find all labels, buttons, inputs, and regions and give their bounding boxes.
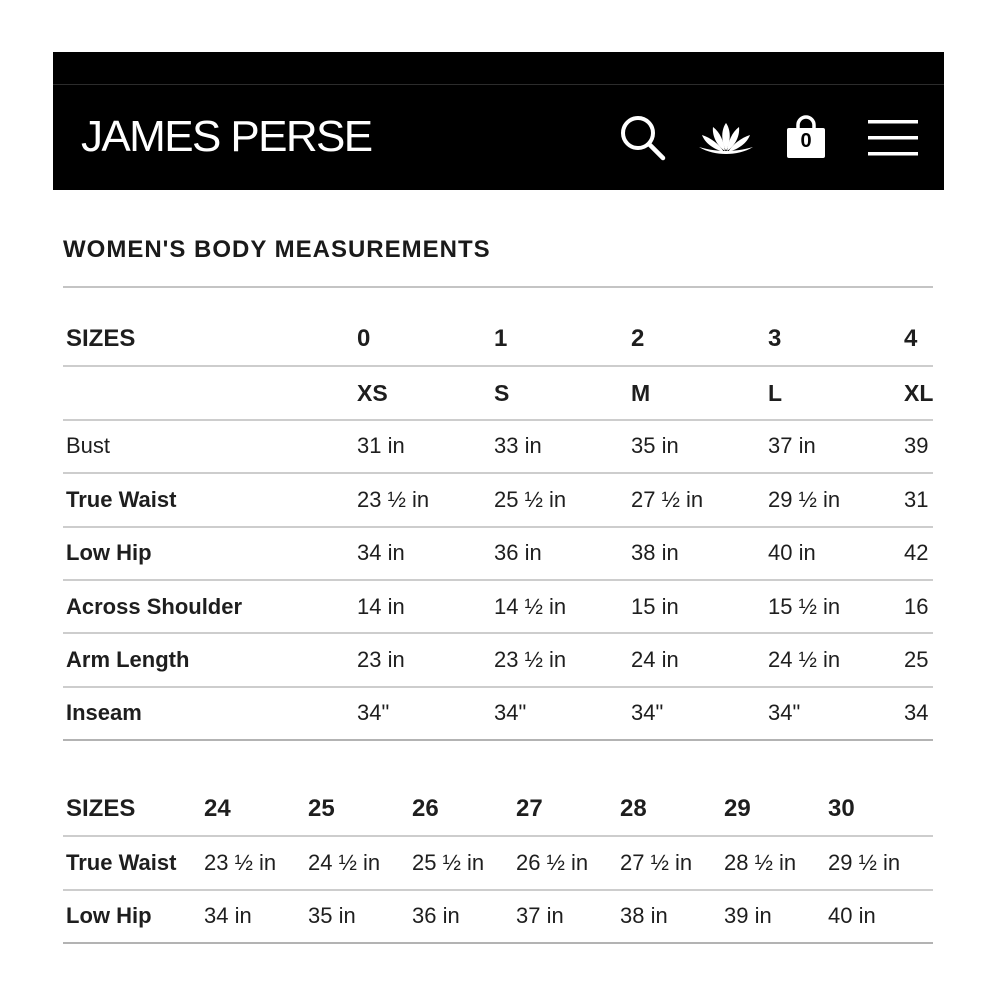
table-cell: 27 ½ in (616, 836, 720, 889)
table-cell: 25 ½ in (490, 473, 627, 526)
size-letter-2: M (627, 366, 764, 419)
table-cell: 15 in (627, 580, 764, 633)
search-icon[interactable] (619, 114, 667, 162)
table-cell: 27 ½ in (627, 473, 764, 526)
table-cell: 14 ½ in (490, 580, 627, 633)
size-number-24: 24 (200, 783, 304, 836)
status-bar (53, 52, 944, 85)
size-number-3: 3 (764, 313, 900, 366)
size-letter-3: L (764, 366, 900, 419)
table-cell: 15 ½ in (764, 580, 900, 633)
table-cell: 37 in (764, 420, 900, 473)
table-cell: 16 (900, 580, 933, 633)
table-cell: 38 in (627, 527, 764, 580)
size-number-27: 27 (512, 783, 616, 836)
row-label: True Waist (63, 473, 353, 526)
brand-logo[interactable]: JAMES PERSE (81, 112, 372, 161)
row-label: Inseam (63, 687, 353, 740)
table-cell: 37 in (512, 890, 616, 943)
table-cell: 35 in (304, 890, 408, 943)
page-title: WOMEN'S BODY MEASUREMENTS (63, 236, 491, 263)
table-row (63, 836, 933, 889)
size-number-row (63, 313, 933, 366)
table-cell: 23 ½ in (353, 473, 490, 526)
table-cell: 34" (764, 687, 900, 740)
table-cell: 35 in (627, 420, 764, 473)
table-cell: 42 (900, 527, 933, 580)
table-cell: 25 ½ in (408, 836, 512, 889)
size-number-26: 26 (408, 783, 512, 836)
row-label: Across Shoulder (63, 580, 353, 633)
table-cell: 31 in (353, 420, 490, 473)
size-number-30: 30 (824, 783, 933, 836)
size-letter-4: XL (900, 366, 933, 419)
row-label: Arm Length (63, 633, 353, 686)
table-cell: 33 in (490, 420, 627, 473)
row-label: True Waist (63, 836, 200, 889)
table-cell: 23 ½ in (490, 633, 627, 686)
size-number-row (63, 783, 933, 836)
table-cell: 23 ½ in (200, 836, 304, 889)
size-letter-row (63, 366, 933, 419)
table-row (63, 580, 933, 633)
table-row (63, 633, 933, 686)
size-number-4: 4 (900, 313, 933, 366)
size-number-25: 25 (304, 783, 408, 836)
table-cell: 34" (353, 687, 490, 740)
table-row (63, 473, 933, 526)
table-cell: 34" (490, 687, 627, 740)
table-cell: 29 ½ in (824, 836, 933, 889)
size-letter-1: S (490, 366, 627, 419)
table-cell: 34 (900, 687, 933, 740)
table-cell: 29 ½ in (764, 473, 900, 526)
table-cell: 24 ½ in (764, 633, 900, 686)
lotus-icon[interactable] (699, 121, 753, 155)
table-cell: 34 in (200, 890, 304, 943)
numeric-sizes-table (63, 783, 933, 944)
size-number-0: 0 (353, 313, 490, 366)
table-cell: 23 in (353, 633, 490, 686)
shopping-bag-icon[interactable] (786, 115, 826, 159)
row-label: Low Hip (63, 527, 353, 580)
size-number-28: 28 (616, 783, 720, 836)
body-measurements-table (63, 313, 933, 741)
table-row (63, 420, 933, 473)
table-cell: 31 (900, 473, 933, 526)
table-cell: 24 ½ in (304, 836, 408, 889)
row-label: Low Hip (63, 890, 200, 943)
row-label: Bust (63, 420, 353, 473)
table-cell: 39 in (720, 890, 824, 943)
size-letter-0: XS (353, 366, 490, 419)
table-cell: 40 in (824, 890, 933, 943)
table-cell: 26 ½ in (512, 836, 616, 889)
sizes-header-label: SIZES (63, 783, 200, 836)
title-divider (63, 286, 933, 288)
size-number-29: 29 (720, 783, 824, 836)
table-cell: 38 in (616, 890, 720, 943)
table-row (63, 527, 933, 580)
table-cell: 34 in (353, 527, 490, 580)
empty-label-cell (63, 366, 353, 419)
cart-count: 0 (800, 130, 812, 152)
table-cell: 28 ½ in (720, 836, 824, 889)
table-row (63, 890, 933, 943)
table-cell: 14 in (353, 580, 490, 633)
table-cell: 34" (627, 687, 764, 740)
sizes-header-label: SIZES (63, 313, 353, 366)
table-cell: 24 in (627, 633, 764, 686)
hamburger-menu-icon[interactable] (868, 119, 918, 157)
table-cell: 39 (900, 420, 933, 473)
table-row (63, 687, 933, 740)
size-number-2: 2 (627, 313, 764, 366)
table-cell: 36 in (490, 527, 627, 580)
site-header (53, 85, 944, 190)
table-cell: 25 (900, 633, 933, 686)
size-number-1: 1 (490, 313, 627, 366)
table-cell: 40 in (764, 527, 900, 580)
table-cell: 36 in (408, 890, 512, 943)
